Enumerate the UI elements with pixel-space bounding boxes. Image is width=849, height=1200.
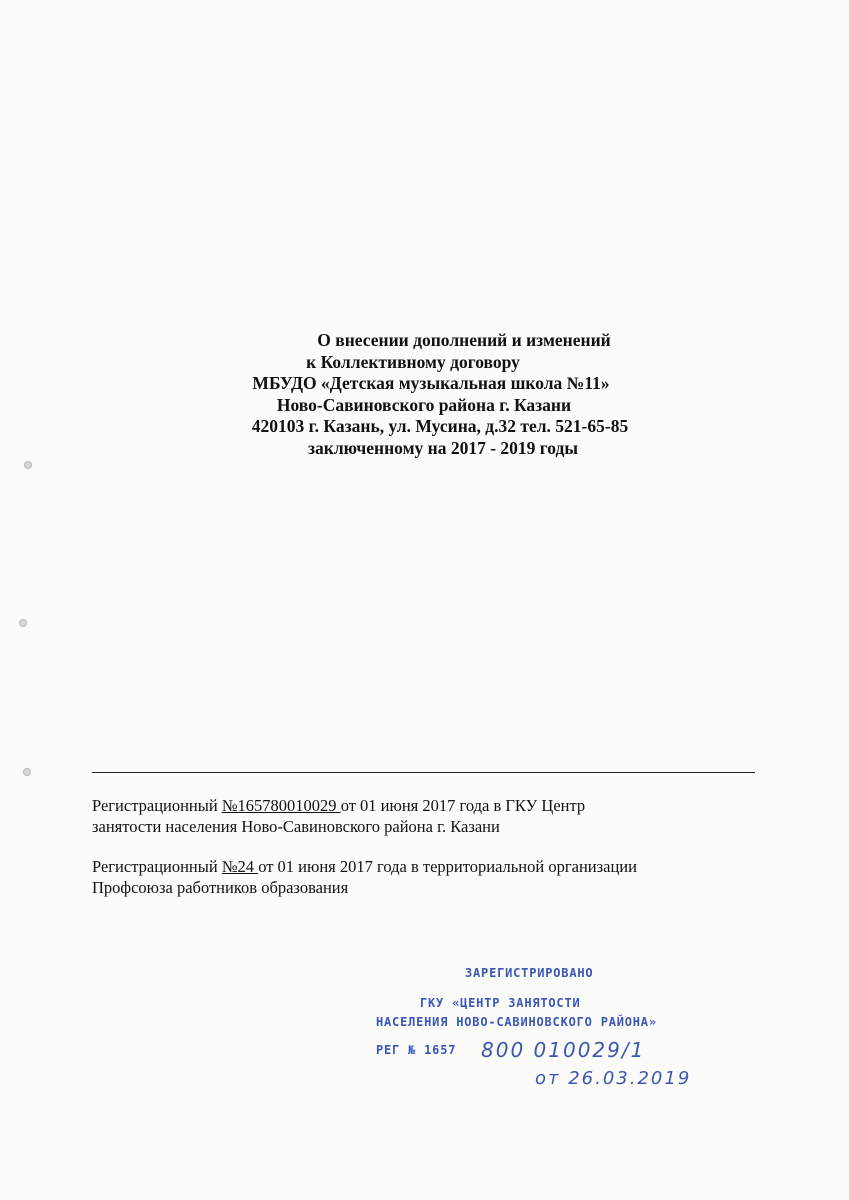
handwritten-reg-number: 800 010029/1 — [481, 1038, 646, 1062]
registration-line-2: Профсоюза работников образования — [92, 878, 349, 897]
title-line-5: 420103 г. Казань, ул. Мусина, д.32 тел. 521-65-85 — [251, 416, 629, 436]
binder-hole-top — [24, 461, 32, 469]
stamp-reg-label: РЕГ № 1657 — [376, 1043, 457, 1057]
title-line-2: к Коллективному договору — [306, 351, 520, 372]
title-line-1: О внесении дополнений и изменений — [317, 330, 611, 350]
registration-line-1: Регистрационный №165780010029 от 01 июня 2017 года в ГКУ Центр — [92, 796, 586, 815]
registration-number: №24 — [221, 857, 259, 876]
registration-number: №165780010029 — [221, 796, 341, 815]
title-line-6: заключенному на 2017 - 2019 годы — [307, 437, 579, 458]
document-title — [150, 330, 730, 459]
binder-hole-middle — [19, 619, 27, 627]
binder-hole-bottom — [23, 768, 31, 776]
handwritten-reg-date: от 26.03.2019 — [535, 1068, 692, 1089]
stamp-line-2: ГКУ «ЦЕНТР ЗАНЯТОСТИ — [420, 996, 581, 1010]
registration-trade-union — [92, 856, 637, 898]
registration-line-2: занятости населения Ново-Савиновского района г. Казани — [92, 817, 500, 836]
title-line-3: МБУДО «Детская музыкальная школа №11» — [252, 373, 610, 393]
stamp-line-3: НАСЕЛЕНИЯ НОВО-САВИНОВСКОГО РАЙОНА» — [376, 1015, 657, 1029]
registration-line-1: Регистрационный №24 от 01 июня 2017 года в территориальной организации — [92, 857, 637, 876]
stamp-line-1: ЗАРЕГИСТРИРОВАНО — [465, 966, 594, 980]
registration-employment-center — [92, 795, 585, 837]
title-line-4: Ново-Савиновского района г. Казани — [276, 394, 572, 415]
divider-line — [92, 772, 755, 773]
